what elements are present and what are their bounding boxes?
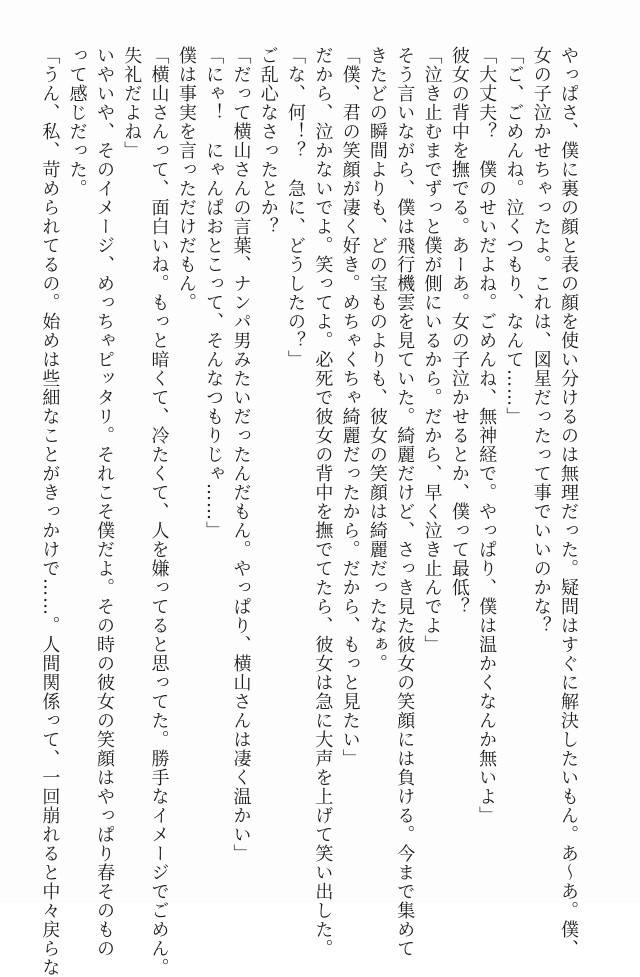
text-line: やっぱさ、僕に裏の顔と表の顔を使い分けるのは無理だった。疑問はすぐに解決したいもん。あ〜あ。僕、 [558,46,579,958]
text-line: 「だって横山さんの言葉、ナンパ男みたいだったんだもん。やっぱり、横山さんは凄く温かい」 [230,46,252,863]
text-line: 「ご、ごめんね。泣くつもり、なんて……」 [503,46,525,426]
text-line: だから、泣かないでよ。笑ってよ。必死で彼女の背中を撫でてたら、彼女は急に大声を上げて笑い出した。 [312,46,334,958]
text-line: 「うん、私、苛められてるの。始めは些細なことがきっかけで……。人間関係って、一回崩れると中々戻らな [39,46,61,977]
vertical-text-body [36,46,582,977]
text-line: 「な、何！？ 急に、どうしたの？」 [285,46,307,369]
text-line: 失礼だよね」 [121,46,143,160]
text-line: 「僕、君の笑顔が凄く好き。めちゃくちゃ綺麗だったから。だから、もっと見たい」 [339,46,361,768]
text-line: ご乱心なさったとか？ [257,46,279,236]
text-line: 「にゃ！ にゃんぱおとこって、そんなつもりじゃ……」 [203,46,225,540]
text-line: そう言いながら、僕は飛行機雲を見ていた。綺麗だけど、さっき見た彼女の笑顔には負ける。今まで集めて [394,46,416,958]
text-line: 彼女の背中を撫でる。あーあ。女の子泣かせるとか、僕って最低？ [448,46,470,616]
text-line: 「大丈夫？ 僕のせいだよね。ごめんね、無神経で。やっぱり、僕は温かくなんか無いよ」 [476,46,498,825]
text-line: 女の子泣かせちゃったよ。これは、図星だったって事でいいのかな？ [530,46,552,635]
text-line: 「泣き止むまでずっと僕が側にいるから。だから、早く泣き止んでよ」 [421,46,443,654]
text-line: きたどの瞬間よりも、どの宝ものよりも、彼女の笑顔は綺麗だったなぁ。 [366,46,388,673]
text-line: って感じだった。 [66,46,88,198]
text-line: いやいや、そのイメージ、めっちゃピッタリ。それこそ僕だよ。その時の彼女の笑顔はやっぱり春そのもの [93,46,115,958]
text-line: 「横山さんって、面白いね。もっと暗くて、冷たくて、人を嫌ってると思ってた。勝手なイメージでごめん。 [148,46,170,977]
text-line: 僕は事実を言っただけだもん。 [175,46,197,312]
